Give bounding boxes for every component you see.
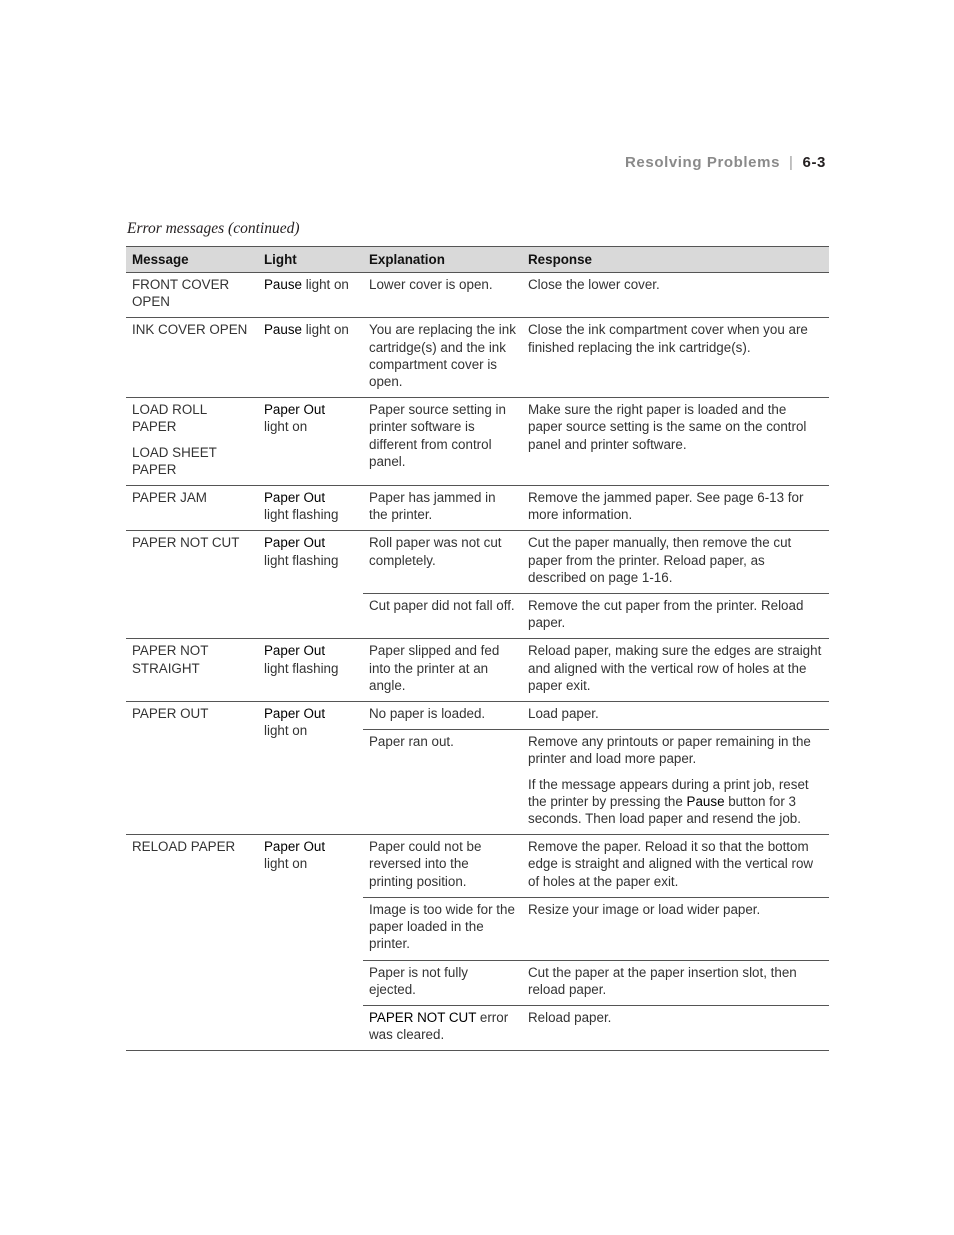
light-name: Paper Out bbox=[264, 706, 326, 722]
table-row bbox=[126, 531, 829, 594]
table-row bbox=[126, 486, 829, 531]
light-cell bbox=[258, 486, 363, 531]
response-cell: Make sure the right paper is loaded and the paper source setting is the same on the control panel and printer software. bbox=[522, 398, 829, 486]
message-cell: PAPER NOT CUT bbox=[126, 531, 258, 639]
response-cell: Remove the jammed paper. See page 6-13 for more information. bbox=[522, 486, 829, 531]
response-text bbox=[528, 776, 823, 828]
response-text-part: If the message appears during a print job, reset the printer by pressing the bbox=[528, 776, 809, 809]
explanation-cell: Paper could not be reversed into the printing position. bbox=[363, 835, 522, 898]
light-name: Paper Out bbox=[264, 643, 326, 659]
light-name: Paper Out bbox=[264, 490, 326, 506]
explanation-cell: Paper slipped and fed into the printer at an angle. bbox=[363, 639, 522, 702]
response-text-part: button for 3 seconds. Then load paper and resend the job. bbox=[528, 793, 801, 827]
light-state: light on bbox=[264, 723, 308, 739]
response-cell: Remove the paper. Reload it so that the bottom edge is straight and aligned with the vertical row of holes at the paper exit. bbox=[522, 835, 829, 898]
explanation-cell: You are replacing the ink cartridge(s) and the ink compartment cover is open. bbox=[363, 318, 522, 398]
explanation-cell: Cut paper did not fall off. bbox=[363, 594, 522, 639]
header-separator: | bbox=[789, 154, 794, 171]
response-cell: Close the ink compartment cover when you are finished replacing the ink cartridge(s). bbox=[522, 318, 829, 398]
light-name: Paper Out bbox=[264, 402, 326, 418]
explanation-cell: Image is too wide for the paper loaded in the printer. bbox=[363, 897, 522, 960]
light-state: light on bbox=[264, 856, 308, 872]
light-cell bbox=[258, 639, 363, 702]
response-cell: Remove the cut paper from the printer. Reload paper. bbox=[522, 594, 829, 639]
light-state: light on bbox=[301, 322, 349, 338]
table-row bbox=[126, 318, 829, 398]
response-cell: Cut the paper at the paper insertion slot, then reload paper. bbox=[522, 960, 829, 1005]
response-cell: Resize your image or load wider paper. bbox=[522, 897, 829, 960]
explanation-cell: Paper ran out. bbox=[363, 730, 522, 835]
message-cell: FRONT COVER OPEN bbox=[132, 277, 230, 310]
table-row bbox=[126, 273, 829, 318]
message-cell: PAPER OUT bbox=[126, 702, 258, 835]
table-row bbox=[126, 702, 829, 730]
explanation-cell: Paper is not fully ejected. bbox=[363, 960, 522, 1005]
light-name: Pause bbox=[264, 277, 302, 292]
section-title: Resolving Problems bbox=[625, 154, 781, 171]
response-cell: Close the lower cover. bbox=[528, 277, 660, 292]
column-header-response: Response bbox=[522, 247, 829, 273]
error-messages-table bbox=[126, 246, 829, 1051]
error-name: PAPER NOT CUT bbox=[369, 1009, 477, 1025]
message-cell: INK COVER OPEN bbox=[126, 318, 258, 398]
light-state: light flashing bbox=[264, 660, 339, 676]
page-number: 6-3 bbox=[802, 154, 826, 171]
light-cell bbox=[258, 318, 363, 398]
table-row bbox=[126, 835, 829, 898]
light-cell bbox=[258, 835, 363, 1051]
light-name: Paper Out bbox=[264, 839, 326, 855]
light-state: light on bbox=[301, 277, 349, 292]
light-cell bbox=[258, 398, 363, 486]
message-cell: PAPER NOT STRAIGHT bbox=[126, 639, 258, 702]
page-header bbox=[625, 154, 826, 171]
response-cell: Load paper. bbox=[522, 702, 829, 730]
explanation-cell: Roll paper was not cut completely. bbox=[363, 531, 522, 594]
table-row bbox=[126, 398, 829, 486]
light-state: light on bbox=[264, 419, 308, 435]
message-text: LOAD SHEET PAPER bbox=[132, 444, 217, 477]
message-cell: RELOAD PAPER bbox=[126, 835, 258, 1051]
column-header-message: Message bbox=[126, 247, 258, 273]
explanation-cell bbox=[363, 1005, 522, 1050]
column-header-explanation: Explanation bbox=[363, 247, 522, 273]
table-header-row bbox=[126, 247, 829, 273]
light-state: light flashing bbox=[264, 552, 339, 568]
light-cell bbox=[258, 273, 363, 318]
explanation-cell: Paper has jammed in the printer. bbox=[363, 486, 522, 531]
light-state: light flashing bbox=[264, 507, 339, 523]
button-name: Pause bbox=[686, 793, 725, 809]
explanation-cell: Paper source setting in printer software is different from control panel. bbox=[363, 398, 522, 486]
explanation-cell: No paper is loaded. bbox=[363, 702, 522, 730]
table-caption: Error messages (continued) bbox=[127, 220, 300, 237]
message-text: LOAD ROLL PAPER bbox=[132, 402, 207, 435]
light-cell bbox=[258, 531, 363, 639]
column-header-light: Light bbox=[258, 247, 363, 273]
message-cell: PAPER JAM bbox=[126, 486, 258, 531]
response-cell bbox=[522, 730, 829, 835]
table-row bbox=[126, 639, 829, 702]
light-name: Paper Out bbox=[264, 535, 326, 551]
light-cell bbox=[258, 702, 363, 835]
light-name: Pause bbox=[264, 322, 302, 338]
message-cell bbox=[126, 398, 258, 486]
response-cell: Cut the paper manually, then remove the cut paper from the printer. Reload paper, as described on page 1-16. bbox=[522, 531, 829, 594]
explanation-cell: Lower cover is open. bbox=[369, 277, 493, 292]
explanation-text-part: error was cleared. bbox=[369, 1009, 509, 1043]
response-cell: Reload paper, making sure the edges are straight and aligned with the vertical row of holes at the paper exit. bbox=[522, 639, 829, 702]
response-cell: Reload paper. bbox=[522, 1005, 829, 1050]
response-text: Remove any printouts or paper remaining in the printer and load more paper. bbox=[528, 734, 811, 767]
